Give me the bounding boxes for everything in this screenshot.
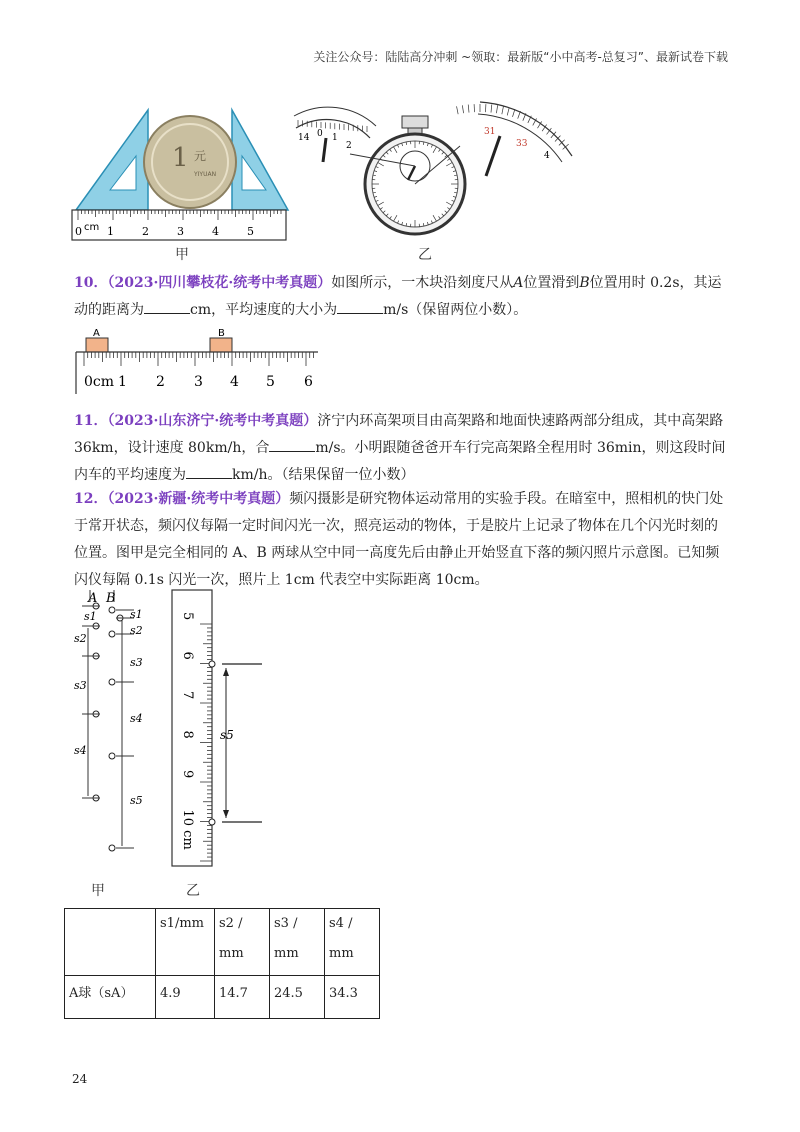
svg-text:1: 1 <box>172 143 189 173</box>
answer-blank[interactable] <box>144 299 190 314</box>
question-11: 11．（2023·山东济宁·统考中考真题）济宁内环高架项目由高架路和地面快速路两部分组成，其中高架路 36km，设计速度 80km/h，合 m/s。小明跟随爸爸开车行完高架路全程用时 36min，则这段时间内车的平均速度为 km/h。（结果保留一位小数） <box>74 413 726 483</box>
svg-text:2: 2 <box>346 141 352 151</box>
ball-b <box>109 679 115 685</box>
svg-text:4: 4 <box>230 374 239 390</box>
svg-text:s2: s2 <box>74 632 87 645</box>
svg-text:4: 4 <box>544 151 550 161</box>
page-header: 关注公众号：陆陆高分冲刺 ~领取：最新版“小中高考-总复习”、最新试卷下载 <box>313 50 728 64</box>
question-number: 12． <box>74 491 108 507</box>
ruler-label: 6 <box>180 651 195 660</box>
svg-text:s4: s4 <box>130 712 143 725</box>
svg-text:4: 4 <box>212 225 219 238</box>
ruler-label: 8 <box>180 730 195 739</box>
svg-text:s3: s3 <box>74 679 87 692</box>
caption-jia-top: 甲 <box>175 247 189 263</box>
ball-b <box>109 631 115 637</box>
caption-yi-top: 乙 <box>418 247 432 263</box>
svg-text:5: 5 <box>247 225 254 238</box>
svg-text:1: 1 <box>107 225 114 238</box>
coin <box>144 116 236 208</box>
svg-text:2: 2 <box>142 225 149 238</box>
svg-text:14: 14 <box>298 133 310 143</box>
answer-blank[interactable] <box>186 464 232 479</box>
svg-text:B: B <box>106 591 116 606</box>
svg-text:YIYUAN: YIYUAN <box>194 171 217 178</box>
answer-blank[interactable] <box>337 299 383 314</box>
question-source: （2023·山东济宁·统考中考真题） <box>107 413 318 429</box>
svg-text:6: 6 <box>304 374 313 390</box>
svg-text:3: 3 <box>194 374 203 390</box>
svg-text:B: B <box>218 328 225 339</box>
dial-tick <box>502 106 504 114</box>
svg-text:1: 1 <box>118 374 127 390</box>
svg-text:3: 3 <box>177 225 184 238</box>
svg-text:s1: s1 <box>84 610 97 623</box>
svg-text:0cm: 0cm <box>84 374 115 390</box>
ruler-label: 9 <box>180 770 195 779</box>
svg-text:s5: s5 <box>220 728 234 742</box>
question-number: 10． <box>74 275 108 291</box>
ball-b <box>109 753 115 759</box>
strobe-figure-jia <box>66 586 186 866</box>
dial-tick <box>518 111 521 119</box>
ruler-label: 10 cm <box>180 809 195 850</box>
ruler-label: 7 <box>180 691 195 700</box>
dial-tick <box>507 108 509 116</box>
question-12: 12．（2023·新疆·统考中考真题）频闪摄影是研究物体运动常用的实验手段。在暗室中，照相机的快门处于常开状态，频闪仪每隔一定时间闪光一次，照亮运动的物体，于是胶片上记录了物体在几个闪光时刻的位置。图甲是完全相同的 A、B 两球从空中同一高度先后由静止开始竖直下落的频闪照片示意图。已知频闪仪每隔 0.1s 闪光一次，照片上 1cm 代表空中实际距离 10cm。 <box>74 491 724 588</box>
ruler-label: 5 <box>180 612 195 621</box>
question-source: （2023·新疆·统考中考真题） <box>107 491 290 507</box>
svg-text:s5: s5 <box>130 794 143 807</box>
block-a <box>86 338 108 352</box>
svg-text:s3: s3 <box>130 656 143 669</box>
left-triangle-ruler <box>76 110 148 210</box>
vertical-ruler-figure-yi <box>170 588 270 870</box>
svg-text:31: 31 <box>484 127 496 137</box>
question-source: （2023·四川攀枝花·统考中考真题） <box>107 275 332 291</box>
page-number: 24 <box>72 1072 88 1086</box>
caption-yi-bottom: 乙 <box>186 883 200 899</box>
svg-text:s2: s2 <box>130 624 143 637</box>
stopwatch-figure <box>290 96 580 246</box>
dial-tick <box>513 109 515 117</box>
ball-b <box>109 845 115 851</box>
ball-b <box>109 607 115 613</box>
svg-text:1: 1 <box>332 133 338 143</box>
svg-text:A: A <box>88 591 98 606</box>
table-row: A球（sA） 4.9 14.7 24.5 34.3 <box>65 976 380 1019</box>
dial-tick <box>462 105 463 113</box>
question-number: 11． <box>74 413 108 429</box>
caption-jia-bottom: 甲 <box>91 883 105 899</box>
svg-text:cm: cm <box>84 222 100 233</box>
dial-tick <box>457 106 459 114</box>
block-b <box>210 338 232 352</box>
answer-blank[interactable] <box>269 437 315 452</box>
question-10: 10．（2023·四川攀枝花·统考中考真题）如图所示，一木块沿刻度尺从A位置滑到B位置用时 0.2s，其运动的距离为 cm，平均速度的大小为 m/s（保留两位小数）。 <box>74 275 722 318</box>
dial-tick <box>491 105 492 113</box>
svg-text:2: 2 <box>156 374 165 390</box>
svg-text:0: 0 <box>75 225 82 238</box>
svg-text:33: 33 <box>516 139 528 149</box>
table-header-row: s1/mm s2 / mm s3 / mm s4 / mm <box>65 909 380 976</box>
coin-ruler-figure <box>70 100 300 245</box>
svg-text:A: A <box>93 328 100 339</box>
svg-text:0: 0 <box>317 129 323 139</box>
svg-text:5: 5 <box>266 374 275 390</box>
q10-ruler-figure <box>70 326 330 396</box>
svg-text:s4: s4 <box>74 744 87 757</box>
svg-text:s1: s1 <box>130 608 143 621</box>
dial-tick <box>468 105 469 113</box>
svg-text:元: 元 <box>194 149 207 163</box>
dial-tick <box>496 105 497 113</box>
right-triangle-ruler <box>232 110 288 210</box>
data-table <box>64 908 380 1019</box>
